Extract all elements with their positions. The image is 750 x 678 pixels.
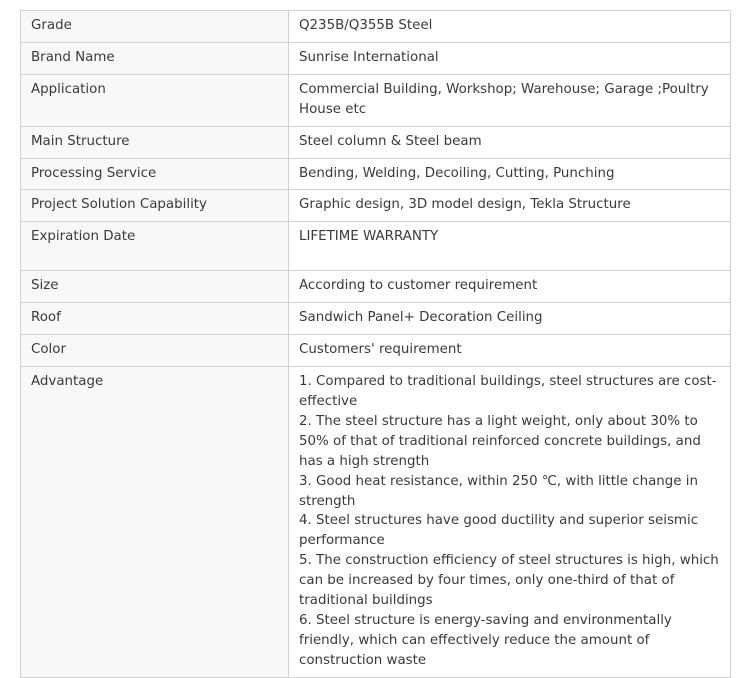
spec-label-project-solution: Project Solution Capability — [21, 190, 289, 222]
table-row — [21, 74, 731, 126]
advantage-item: 3. Good heat resistance, within 250 ℃, with little change in strength — [299, 473, 698, 509]
table-row — [21, 190, 731, 222]
spec-label-roof: Roof — [21, 303, 289, 335]
spec-value-roof: Sandwich Panel+ Decoration Ceiling — [289, 303, 731, 335]
table-row — [21, 11, 731, 43]
table-row — [21, 42, 731, 74]
spec-value-application: Commercial Building, Workshop; Warehouse; Garage ;Poultry House etc — [289, 74, 731, 126]
table-row — [21, 335, 731, 367]
spec-label-expiration-date: Expiration Date — [21, 222, 289, 271]
spec-value-advantage — [289, 367, 731, 678]
advantage-item: 2. The steel structure has a light weight, only about 30% to 50% of that of traditional reinforced concrete buildings, and has a high strength — [299, 413, 701, 469]
spec-label-main-structure: Main Structure — [21, 126, 289, 158]
table-row — [21, 158, 731, 190]
table-row — [21, 222, 731, 271]
spec-value-processing-service: Bending, Welding, Decoiling, Cutting, Punching — [289, 158, 731, 190]
spec-label-advantage: Advantage — [21, 367, 289, 678]
spec-label-processing-service: Processing Service — [21, 158, 289, 190]
advantage-item: 6. Steel structure is energy-saving and environmentally friendly, which can effectively reduce the amount of construction waste — [299, 612, 672, 668]
table-row — [21, 126, 731, 158]
spec-label-brand-name: Brand Name — [21, 42, 289, 74]
spec-value-expiration-date: LIFETIME WARRANTY — [289, 222, 731, 271]
advantage-item: 5. The construction efficiency of steel structures is high, which can be increased by four times, only one-third of that of traditional buildings — [299, 553, 719, 609]
spec-label-color: Color — [21, 335, 289, 367]
spec-label-size: Size — [21, 271, 289, 303]
spec-value-grade: Q235B/Q355B Steel — [289, 11, 731, 43]
advantage-item: 4. Steel structures have good ductility and superior seismic performance — [299, 513, 699, 549]
table-row — [21, 271, 731, 303]
table-row — [21, 303, 731, 335]
spec-label-grade: Grade — [21, 11, 289, 43]
product-spec-table — [20, 10, 731, 678]
spec-value-main-structure: Steel column & Steel beam — [289, 126, 731, 158]
spec-value-color: Customers' requirement — [289, 335, 731, 367]
spec-label-application: Application — [21, 74, 289, 126]
advantage-item: 1. Compared to traditional buildings, steel structures are cost-effective — [299, 374, 717, 409]
spec-value-project-solution: Graphic design, 3D model design, Tekla Structure — [289, 190, 731, 222]
spec-value-size: According to customer requirement — [289, 271, 731, 303]
table-row — [21, 367, 731, 678]
spec-value-brand-name: Sunrise International — [289, 42, 731, 74]
